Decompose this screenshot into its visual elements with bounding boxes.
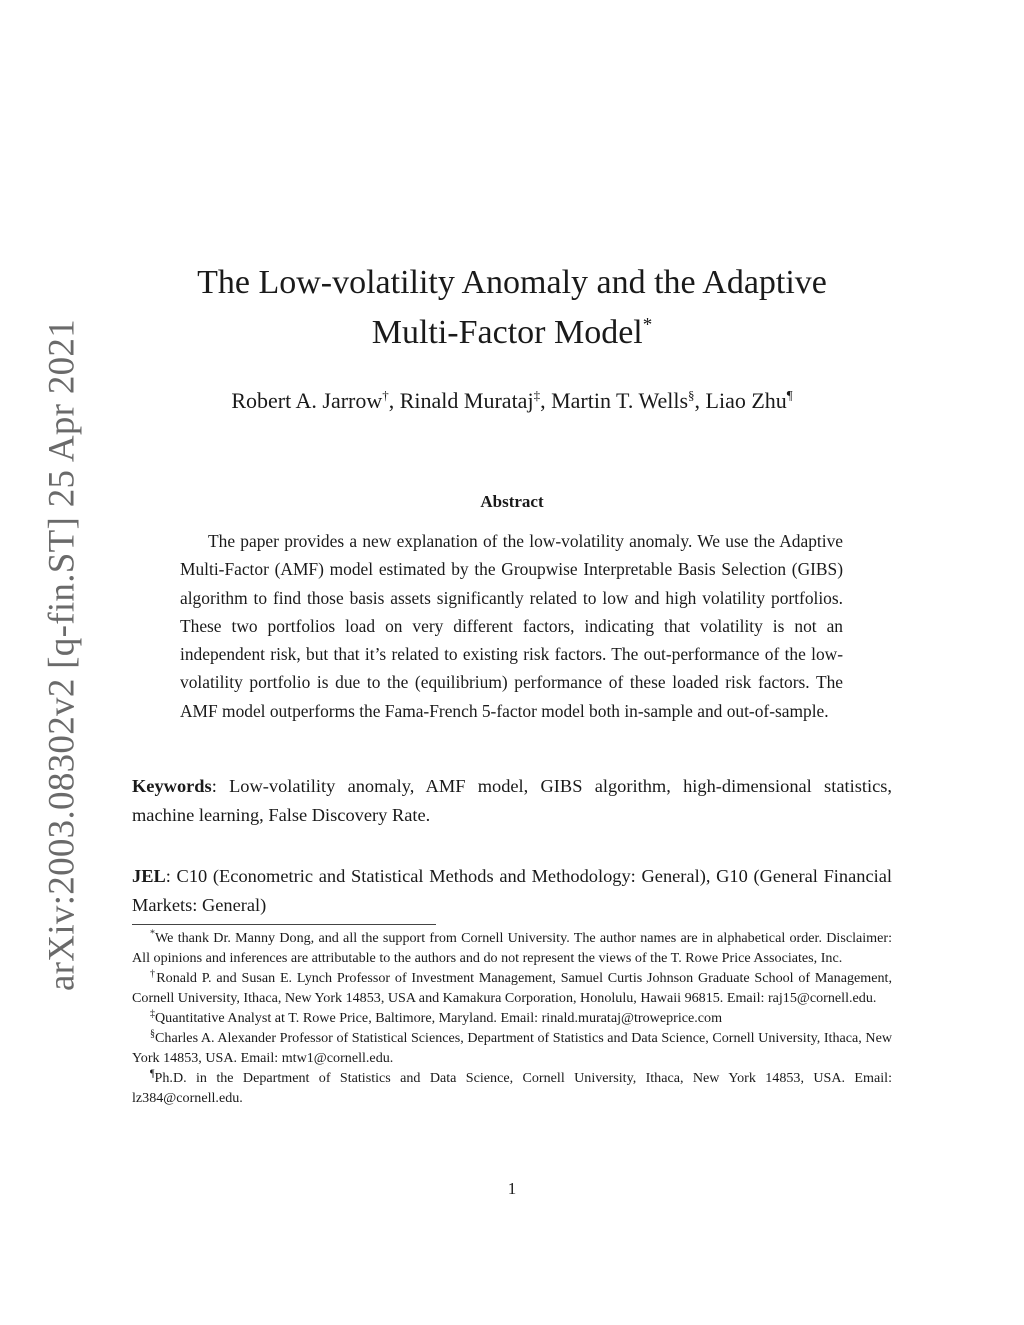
arxiv-identifier-stamp: arXiv:2003.08302v2 [q-fin.ST] 25 Apr 2021 xyxy=(41,318,83,992)
author-footnote-mark: ¶ xyxy=(786,387,793,403)
author-footnote-mark: † xyxy=(382,387,389,403)
footnote xyxy=(132,928,892,968)
title-line-2 xyxy=(130,308,894,358)
keywords-text: : Low-volatility anomaly, AMF model, GIBS algorithm, high-dimensional statistics, machine learning, False Discovery Rate. xyxy=(132,776,892,825)
author-name: Rinald Murataj xyxy=(399,388,534,413)
title-line-2-text: Multi-Factor Model xyxy=(371,314,643,351)
title-line-1: The Low-volatility Anomaly and the Adaptive xyxy=(197,264,827,301)
author-separator: , xyxy=(694,388,706,413)
footnote-text: Ph.D. in the Department of Statistics and Data Science, Cornell University, Ithaca, New York 14853, USA. Email: lz384@cornell.edu. xyxy=(132,1070,892,1106)
footnote-text: Charles A. Alexander Professor of Statistical Sciences, Department of Statistics and Data Science, Cornell University, Ithaca, New York 14853, USA. Email: mtw1@cornell.edu. xyxy=(132,1030,892,1066)
footnote-divider xyxy=(132,924,436,925)
page-number: 1 xyxy=(507,1179,517,1198)
author-name: Robert A. Jarrow xyxy=(231,388,383,413)
author-footnote-mark: ‡ xyxy=(533,387,541,403)
footnotes xyxy=(132,928,892,1108)
author-name: Liao Zhu xyxy=(705,388,787,413)
author-footnote-mark: § xyxy=(688,387,695,403)
footnote-mark: ¶ xyxy=(150,1068,155,1080)
author-separator: , xyxy=(540,388,552,413)
jel-text: : C10 (Econometric and Statistical Methods and Methodology: General), G10 (General Financial Markets: General) xyxy=(132,866,892,915)
title-footnote-mark: * xyxy=(642,314,653,336)
footnote xyxy=(132,968,892,1008)
jel-label: JEL xyxy=(132,866,166,886)
abstract-heading: Abstract xyxy=(480,492,544,511)
footnote xyxy=(132,1028,892,1068)
footnote-text: We thank Dr. Manny Dong, and all the support from Cornell University. The author names are in alphabetical order. Disclaimer: All opinions and inferences are attributable to the authors and do not represent the views of the T. Rowe Price Associates, Inc. xyxy=(132,930,892,966)
footnote-text: Ronald P. and Susan E. Lynch Professor of Investment Management, Samuel Curtis Johnson Graduate School of Management, Cornell University, Ithaca, New York 14853, USA and Kamakura Corporation, Honolulu, Hawaii 96815. Email: raj15@cornell.edu. xyxy=(132,970,892,1006)
paper-title xyxy=(130,258,894,358)
footnote-mark: § xyxy=(150,1028,155,1040)
author-separator: , xyxy=(388,388,400,413)
footnote-mark: † xyxy=(150,968,157,980)
footnote-mark: * xyxy=(150,928,155,940)
footnote-text: Quantitative Analyst at T. Rowe Price, Baltimore, Maryland. Email: rinald.murataj@troweprice.com xyxy=(155,1010,723,1026)
author-list xyxy=(130,388,894,414)
footnote xyxy=(132,1068,892,1108)
keywords-section xyxy=(132,772,892,830)
footnote-mark: ‡ xyxy=(150,1008,155,1020)
keywords-label: Keywords xyxy=(132,776,212,796)
footnote xyxy=(132,1008,892,1028)
author-name: Martin T. Wells xyxy=(551,388,689,413)
jel-section xyxy=(132,862,892,920)
abstract-body: The paper provides a new explanation of the low-volatility anomaly. We use the Adaptive Multi-Factor (AMF) model estimated by the Groupwise Interpretable Basis Selection (GIBS) algorithm to find those basis assets significantly related to low and high volatility portfolios. These two portfolios load on very different factors, indicating that volatility is not an independent risk, but that it’s related to existing risk factors. The out-performance of the low-volatility portfolio is due to the (equilibrium) performance of these loaded risk factors. The AMF model outperforms the Fama-French 5-factor model both in-sample and out-of-sample. xyxy=(180,531,843,721)
